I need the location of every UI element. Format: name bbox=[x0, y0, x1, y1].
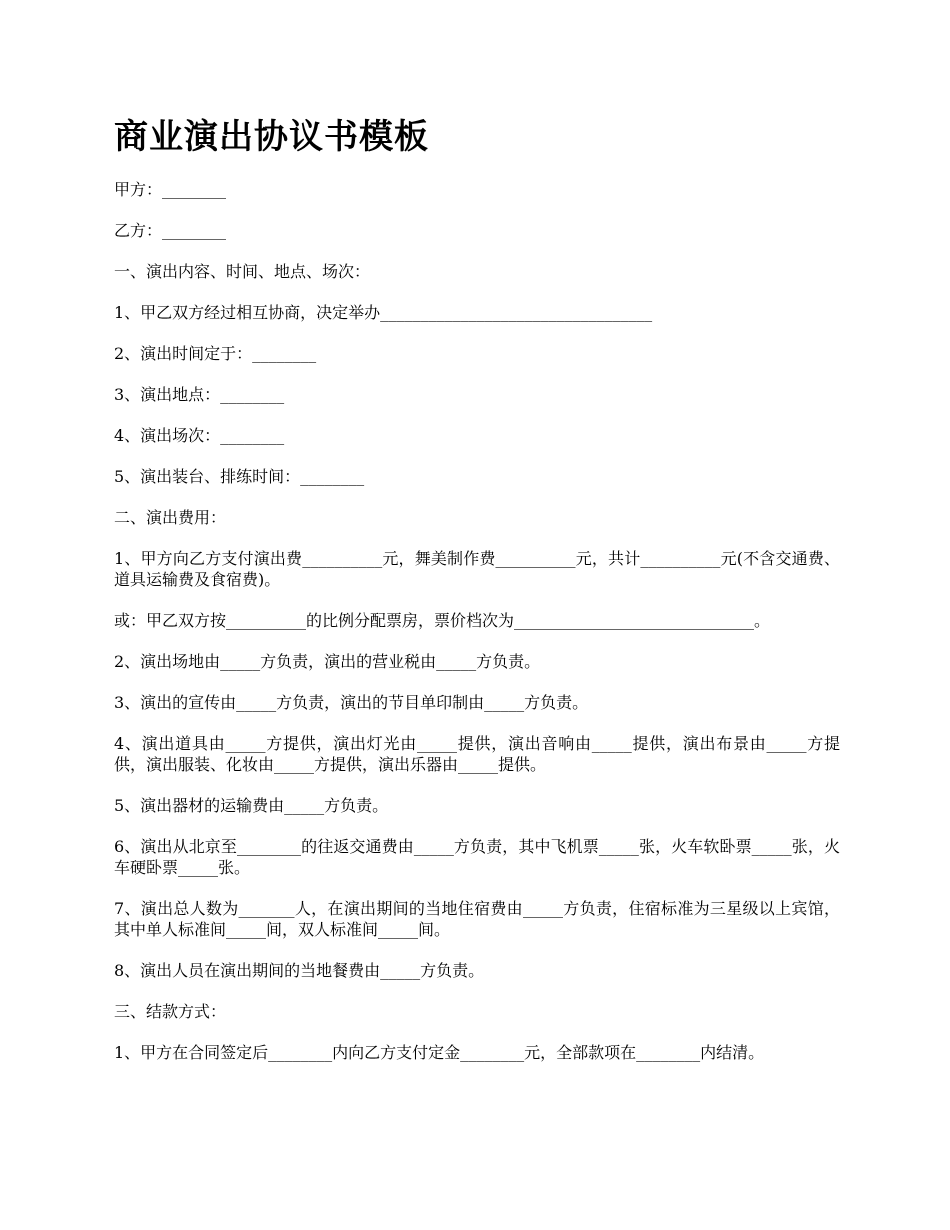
clause-paragraph: 4、演出场次：________ bbox=[114, 426, 285, 445]
clause-paragraph: 5、演出装台、排练时间：________ bbox=[114, 467, 365, 486]
clause-paragraph: 2、演出时间定于：________ bbox=[114, 344, 317, 363]
clause-paragraph: 1、甲乙双方经过相互协商，决定举办__________________________________ bbox=[114, 303, 653, 322]
clause-paragraph: 3、演出地点：________ bbox=[114, 385, 285, 404]
document-page bbox=[114, 112, 840, 1083]
clause-paragraph: 6、演出从北京至________的往返交通费由_____方负责，其中飞机票_____张，火车软卧票_____张，火车硬卧票_____张。 bbox=[114, 837, 840, 877]
clause-paragraph: 1、甲方在合同签定后________内向乙方支付定金________元，全部款项在________内结清。 bbox=[114, 1043, 765, 1062]
clause-paragraph: 5、演出器材的运输费由_____方负责。 bbox=[114, 796, 389, 815]
clause-paragraph: 1、甲方向乙方支付演出费__________元，舞美制作费__________元，共计__________元(不含交通费、道具运输费及食宿费)。 bbox=[114, 549, 840, 589]
clause-paragraph: 或：甲乙双方按__________的比例分配票房，票价档次为______________________________。 bbox=[114, 611, 771, 630]
clause-paragraph: 8、演出人员在演出期间的当地餐费由_____方负责。 bbox=[114, 961, 485, 980]
clause-paragraph: 7、演出总人数为_______人，在演出期间的当地住宿费由_____方负责，住宿标准为三星级以上宾馆，其中单人标准间_____间，双人标准间_____间。 bbox=[114, 899, 840, 939]
party-b-line: 乙方：________ bbox=[114, 221, 227, 240]
clause-paragraph: 4、演出道具由_____方提供，演出灯光由_____提供，演出音响由_____提供，演出布景由_____方提供，演出服装、化妆由_____方提供，演出乐器由_____提供。 bbox=[114, 734, 840, 774]
party-a-line: 甲方：________ bbox=[114, 180, 227, 199]
document-title: 商业演出协议书模板 bbox=[114, 117, 429, 157]
clause-paragraph: 2、演出场地由_____方负责，演出的营业税由_____方负责。 bbox=[114, 652, 541, 671]
section-heading-fees: 二、演出费用： bbox=[114, 508, 227, 527]
clause-paragraph: 3、演出的宣传由_____方负责，演出的节目单印制由_____方负责。 bbox=[114, 693, 589, 712]
section-heading-content: 一、演出内容、时间、地点、场次： bbox=[114, 262, 371, 281]
section-heading-payment: 三、结款方式： bbox=[114, 1002, 227, 1021]
